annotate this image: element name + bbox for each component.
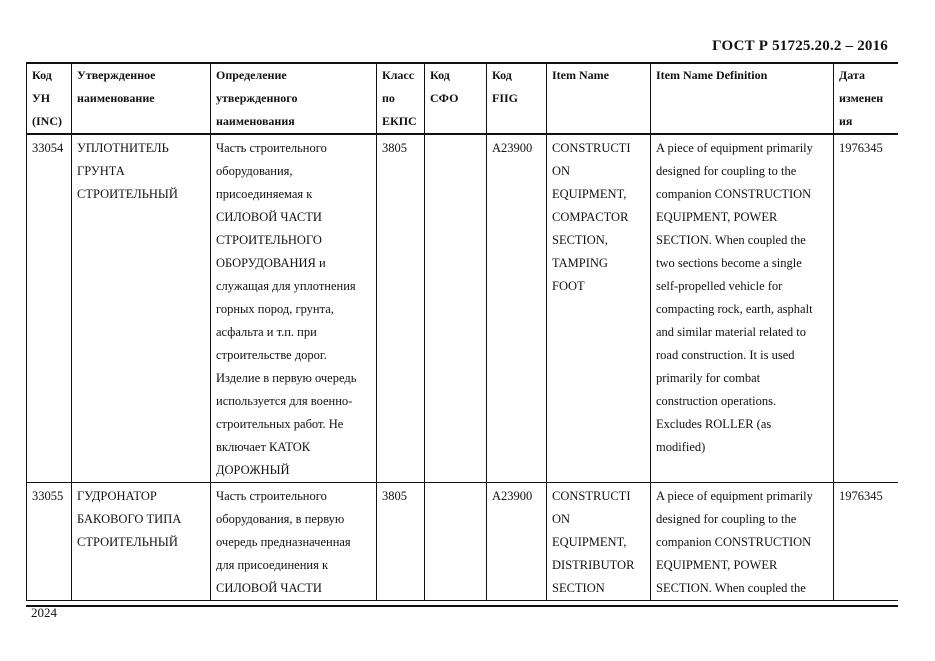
header-change-date: Дата изменен ия xyxy=(834,63,899,134)
document-header: ГОСТ Р 51725.20.2 – 2016 xyxy=(712,38,888,54)
classification-table-container xyxy=(26,62,898,607)
cell-code: 33054 xyxy=(27,134,72,483)
header-code-un: Код УН (INC) xyxy=(27,63,72,134)
cell-definition: Часть строительного оборудования, присоединяемая к СИЛОВОЙ ЧАСТИ СТРОИТЕЛЬНОГО ОБОРУДОВАНИЯ и служащая для уплотнения горных пород, грунта, асфальта и т.п. при строительстве дорог. Изделие в первую очередь используется для военно- строительных работ. Не включает КАТОК ДОРОЖНЫЙ xyxy=(211,134,377,483)
cell-item-name: CONSTRUCTI ON EQUIPMENT, DISTRIBUTOR SECTION xyxy=(547,483,651,601)
cell-sfo-code xyxy=(425,483,487,601)
page-number: 2024 xyxy=(31,605,57,620)
cell-sfo-code xyxy=(425,134,487,483)
cell-item-name-definition: A piece of equipment primarily designed for coupling to the companion CONSTRUCTION EQUIPMENT, POWER SECTION. When coupled the xyxy=(651,483,834,601)
header-sfo-code: Код СФО xyxy=(425,63,487,134)
header-item-name-definition: Item Name Definition xyxy=(651,63,834,134)
header-approved-name: Утвержденное наименование xyxy=(72,63,211,134)
cell-fiig-code: A23900 xyxy=(487,483,547,601)
cell-ekps-class: 3805 xyxy=(377,134,425,483)
cell-item-name-definition: A piece of equipment primarily designed for coupling to the companion CONSTRUCTION EQUIPMENT, POWER SECTION. When coupled the two sections become a single self-propelled vehicle for compacting rock, earth, asphalt and similar material related to road construction. It is used primarily for combat construction operations. Excludes ROLLER (as modified) xyxy=(651,134,834,483)
cell-fiig-code: A23900 xyxy=(487,134,547,483)
header-ekps-class: Класс по ЕКПС xyxy=(377,63,425,134)
header-fiig-code: Код FIIG xyxy=(487,63,547,134)
cell-approved-name: УПЛОТНИТЕЛЬ ГРУНТА СТРОИТЕЛЬНЫЙ xyxy=(72,134,211,483)
cell-definition: Часть строительного оборудования, в первую очередь предназначенная для присоединения к СИЛОВОЙ ЧАСТИ xyxy=(211,483,377,601)
table-row xyxy=(27,483,899,601)
cell-change-date: 1976345 xyxy=(834,134,899,483)
table-header-row xyxy=(27,63,899,134)
table-row xyxy=(27,134,899,483)
header-definition: Определение утвержденного наименования xyxy=(211,63,377,134)
header-item-name: Item Name xyxy=(547,63,651,134)
cell-change-date: 1976345 xyxy=(834,483,899,601)
cell-item-name: CONSTRUCTI ON EQUIPMENT, COMPACTOR SECTION, TAMPING FOOT xyxy=(547,134,651,483)
classification-table xyxy=(26,62,898,601)
cell-approved-name: ГУДРОНАТОР БАКОВОГО ТИПА СТРОИТЕЛЬНЫЙ xyxy=(72,483,211,601)
cell-ekps-class: 3805 xyxy=(377,483,425,601)
cell-code: 33055 xyxy=(27,483,72,601)
